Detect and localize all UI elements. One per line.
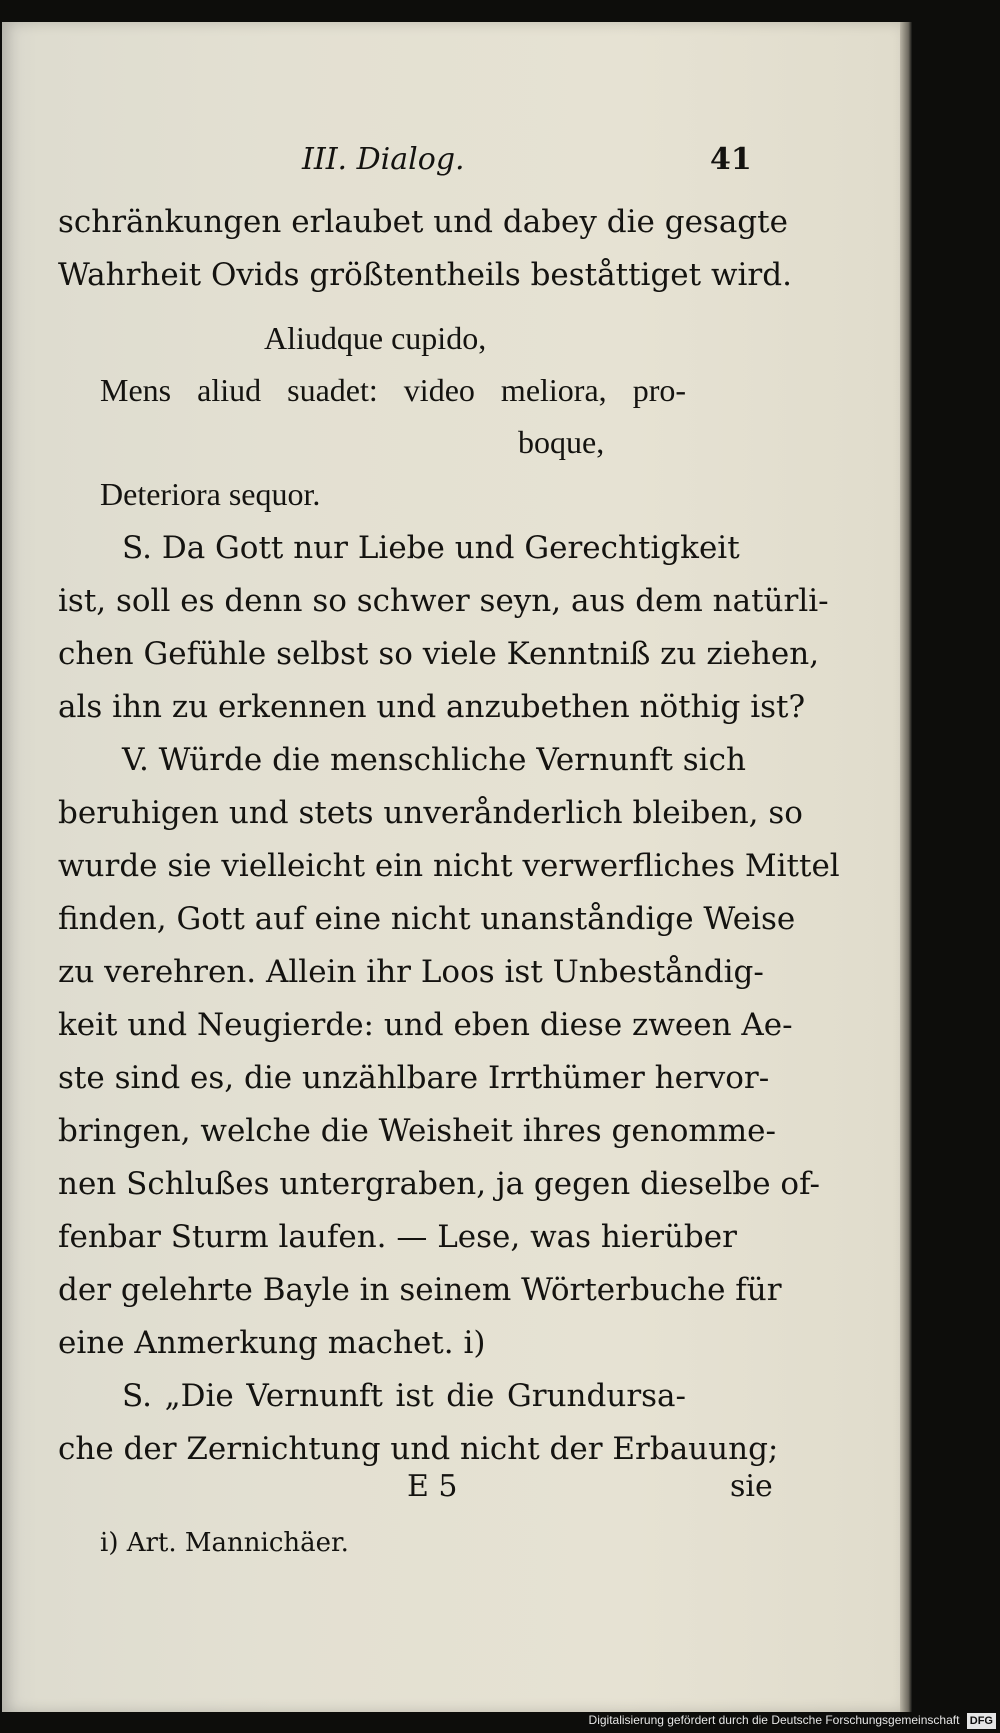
latin-quote-line: boque, <box>518 424 605 460</box>
text-line: Wahrheit Ovids größtentheils beståttiget wird. <box>58 257 792 293</box>
text-line: als ihn zu erkennen und anzubethen nöthig ist? <box>58 689 806 725</box>
text-line: eine Anmerkung machet. i) <box>58 1325 486 1361</box>
text-line: beruhigen und stets unverånderlich bleiben, so <box>58 795 803 831</box>
text-line: che der Zernichtung und nicht der Erbauung; <box>58 1431 779 1467</box>
dfg-logo: DFG <box>967 1713 996 1729</box>
text-line: S. Da Gott nur Liebe und Gerechtigkeit <box>122 530 740 566</box>
text-line: nen Schlußes untergraben, ja gegen dieselbe of- <box>58 1166 820 1202</box>
text-line: wurde sie vielleicht ein nicht verwerfliches Mittel <box>58 848 840 884</box>
text-line: bringen, welche die Weisheit ihres genomme- <box>58 1113 776 1149</box>
text-line: S. „Die Vernunft ist die Grundursa- <box>122 1378 686 1414</box>
text-line: der gelehrte Bayle in seinem Wörterbuche für <box>58 1272 782 1308</box>
text-line: fenbar Sturm laufen. — Lese, was hierüber <box>58 1219 737 1255</box>
page-number: 41 <box>710 142 752 177</box>
signature-mark: E 5 <box>407 1469 458 1504</box>
running-head-title: III. Dialog. <box>302 142 465 177</box>
text-line: ste sind es, die unzählbare Irrthümer hervor- <box>58 1060 770 1096</box>
page-text <box>2 22 900 1712</box>
catchword: sie <box>730 1469 773 1504</box>
text-line: keit und Neugierde: und eben diese zween Ae- <box>58 1007 793 1043</box>
text-line: schränkungen erlaubet und dabey die gesagte <box>58 204 788 240</box>
text-line: V. Würde die menschliche Vernunft sich <box>122 742 746 778</box>
text-line: zu verehren. Allein ihr Loos ist Unbeståndig- <box>58 954 764 990</box>
text-line: chen Gefühle selbst so viele Kenntniß zu ziehen, <box>58 636 820 672</box>
footnote: i) Art. Mannichäer. <box>100 1528 349 1558</box>
text-line: ist, soll es denn so schwer seyn, aus dem natürli- <box>58 583 829 619</box>
credit-text: Digitalisierung gefördert durch die Deutsche Forschungsgemeinschaft <box>588 1713 960 1727</box>
latin-quote-line: Mens aliud suadet: video meliora, pro- <box>100 372 686 408</box>
page-edge-shadow <box>900 22 912 1712</box>
latin-quote-line: Deteriora sequor. <box>100 476 321 512</box>
latin-quote-line: Aliudque cupido, <box>264 320 487 356</box>
text-line: finden, Gott auf eine nicht unanståndige Weise <box>58 901 796 937</box>
book-page <box>2 22 900 1712</box>
digitization-credit <box>589 1712 996 1729</box>
